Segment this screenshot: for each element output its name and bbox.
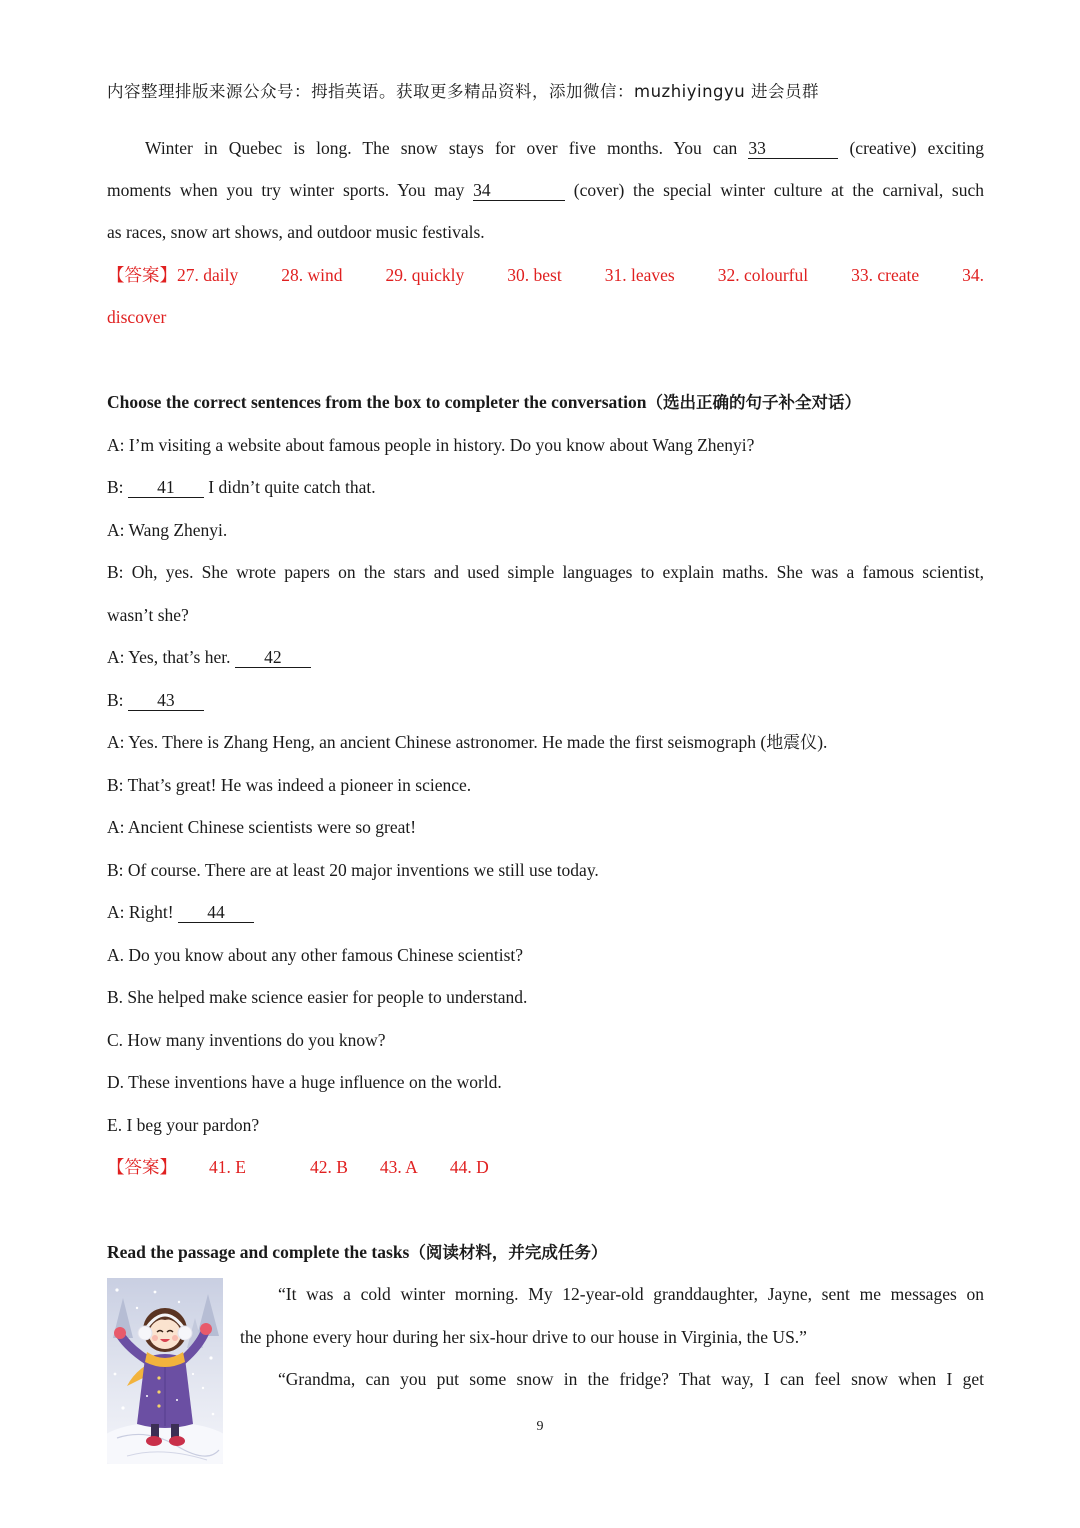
answer-item: 30. best xyxy=(507,265,562,285)
section-title-en: Choose the correct sentences from the box to completer the conversation xyxy=(107,392,647,412)
passage-line xyxy=(107,136,984,160)
option-c: C. How many inventions do you know? xyxy=(107,1030,386,1050)
answer-item: 33. create xyxy=(851,265,920,285)
answer-label: 【答案】 xyxy=(107,1157,177,1177)
section-title-reading xyxy=(107,1240,984,1265)
dialogue-text: A: Right! xyxy=(107,902,178,922)
speaker-label: B: xyxy=(107,477,128,497)
section-title-zh: （阅读材料，并完成任务） xyxy=(409,1243,608,1262)
answer-item: 42. B xyxy=(309,1157,348,1177)
blank-33: 33 xyxy=(748,139,838,159)
answer-item: 34. xyxy=(962,265,984,285)
answer-label: 【答案】 xyxy=(107,265,177,285)
blank-44: 44 xyxy=(178,903,254,923)
section-title-conversation xyxy=(107,390,984,415)
reading-line: the phone every hour during her six-hour drive to our house in Virginia, the US.” xyxy=(240,1327,807,1347)
passage-line xyxy=(107,178,984,202)
section-title-zh: （选出正确的句子补全对话） xyxy=(646,393,861,412)
gloss-zh: 地震仪 xyxy=(766,733,818,753)
header-source-line: 内容整理排版来源公众号：拇指英语。获取更多精品资料，添加微信：muzhiyingyu 进会员群 xyxy=(107,82,819,101)
dialogue-line xyxy=(107,475,984,499)
blank-43: 43 xyxy=(128,691,204,711)
dialogue-line: B: Oh, yes. She wrote papers on the stars and used simple languages to explain maths. She was a famous scientist, xyxy=(107,562,984,582)
blank-41: 41 xyxy=(128,478,204,498)
girl-in-snow-illustration xyxy=(107,1278,223,1464)
answer-item: 28. wind xyxy=(281,265,343,285)
reading-line: “It was a cold winter morning. My 12-year-old granddaughter, Jayne, sent me messages on xyxy=(278,1284,984,1304)
passage-text: (creative) exciting xyxy=(838,138,984,158)
option-e: E. I beg your pardon? xyxy=(107,1115,260,1135)
dialogue-line: B: That’s great! He was indeed a pioneer in science. xyxy=(107,775,472,795)
option-d: D. These inventions have a huge influence on the world. xyxy=(107,1072,502,1092)
page-number: 9 xyxy=(536,1419,544,1434)
option-a: A. Do you know about any other famous Chinese scientist? xyxy=(107,945,524,965)
dialogue-text: I didn’t quite catch that. xyxy=(203,477,376,497)
option-b: B. She helped make science easier for people to understand. xyxy=(107,987,528,1007)
answer-key-line xyxy=(107,1155,984,1179)
passage-line: as races, snow art shows, and outdoor music festivals. xyxy=(107,222,485,242)
dialogue-line xyxy=(107,900,984,924)
blank-42: 42 xyxy=(235,648,311,668)
passage-text: (cover) the special winter culture at the carnival, such xyxy=(565,180,984,200)
dialogue-line: wasn’t she? xyxy=(107,605,189,625)
answer-item: 27. daily xyxy=(177,265,239,285)
dialogue-line: A: Ancient Chinese scientists were so great! xyxy=(107,817,417,837)
speaker-label: B: xyxy=(107,690,128,710)
dialogue-text: ). xyxy=(817,732,828,752)
answer-item: 41. E xyxy=(209,1157,246,1177)
answer-item: 44. D xyxy=(449,1157,489,1177)
answer-key-line xyxy=(107,263,984,287)
dialogue-line: B: Of course. There are at least 20 major inventions we still use today. xyxy=(107,860,599,880)
section-title-en: Read the passage and complete the tasks xyxy=(107,1242,410,1262)
dialogue-line: A: I’m visiting a website about famous people in history. Do you know about Wang Zhenyi? xyxy=(107,435,755,455)
dialogue-line xyxy=(107,730,984,755)
answer-item: 32. colourful xyxy=(717,265,809,285)
dialogue-line xyxy=(107,688,984,712)
blank-34: 34 xyxy=(473,181,565,201)
answer-key-continuation: discover xyxy=(107,307,167,327)
answer-item: 29. quickly xyxy=(385,265,465,285)
reading-line: “Grandma, can you put some snow in the fridge? That way, I can feel snow when I get xyxy=(278,1369,984,1389)
passage-text: Winter in Quebec is long. The snow stays for over five months. You can xyxy=(145,138,749,158)
passage-text: moments when you try winter sports. You may xyxy=(107,180,474,200)
dialogue-line xyxy=(107,645,984,669)
dialogue-line: A: Wang Zhenyi. xyxy=(107,520,228,540)
answer-item: 43. A xyxy=(379,1157,418,1177)
answer-item: 31. leaves xyxy=(604,265,675,285)
dialogue-text: A: Yes, that’s her. xyxy=(107,647,235,667)
dialogue-text: A: Yes. There is Zhang Heng, an ancient Chinese astronomer. He made the first seismograph ( xyxy=(107,732,767,752)
